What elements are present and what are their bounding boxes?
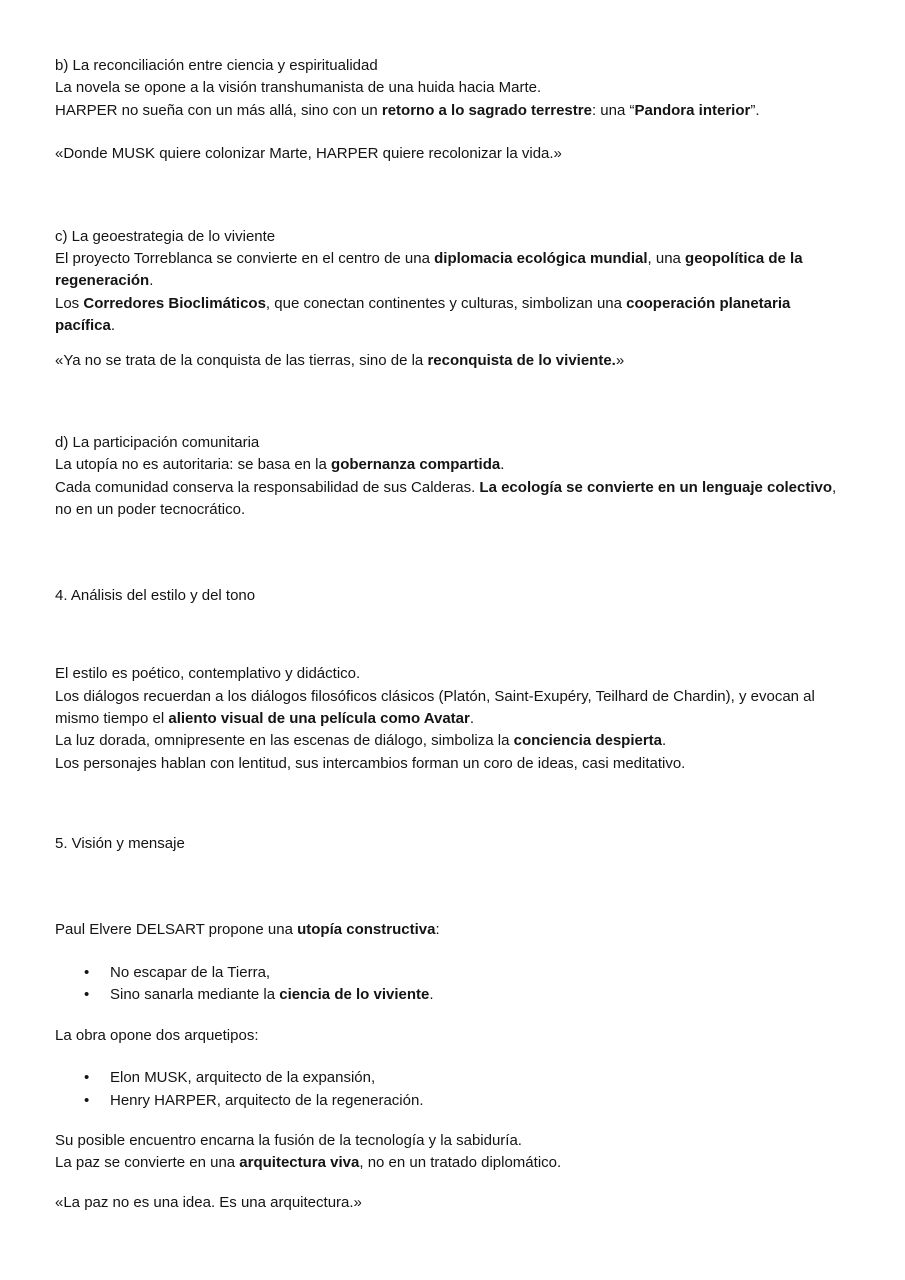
text-run-bold: pacífica bbox=[55, 317, 111, 335]
text-run: . bbox=[662, 732, 667, 750]
section-4-heading: 4. Análisis del estilo y del tono bbox=[55, 586, 256, 604]
text-run: . bbox=[429, 986, 434, 1004]
text-run: El proyecto Torreblanca se convierte en el centro de una bbox=[55, 250, 435, 268]
text-run-bold: Corredores Bioclimáticos bbox=[83, 294, 266, 312]
text-run-bold: gobernanza compartida bbox=[331, 456, 501, 474]
paragraph-line bbox=[55, 100, 855, 122]
section-5-closing bbox=[55, 1130, 855, 1175]
paragraph-line: La obra opone dos arquetipos: bbox=[55, 1026, 259, 1044]
text-run: La utopía no es autoritaria: se basa en la bbox=[55, 456, 332, 474]
paragraph-line bbox=[55, 293, 855, 315]
bullet-list-arquetipos bbox=[55, 1067, 855, 1112]
section-b-heading: b) La reconciliación entre ciencia y espiritualidad bbox=[55, 57, 378, 74]
text-run: , una bbox=[647, 250, 686, 268]
paragraph-line: Los diálogos recuerdan a los diálogos filosóficos clásicos (Platón, Saint-Exupéry, Teilhard de Chardin), y evocan al bbox=[55, 687, 815, 705]
text-run: HARPER no sueña con un más allá, sino con un bbox=[55, 101, 382, 119]
section-c bbox=[55, 226, 855, 338]
paragraph-line bbox=[55, 1152, 855, 1174]
bullet-icon: • bbox=[84, 986, 90, 1004]
text-run-bold: ciencia de lo viviente bbox=[279, 986, 430, 1004]
text-run: » bbox=[615, 351, 625, 369]
quote-la-paz: «La paz no es una idea. Es una arquitectura.» bbox=[55, 1193, 362, 1211]
text-run: Cada comunidad conserva la responsabilidad de sus Calderas. bbox=[55, 478, 480, 496]
paragraph-line: El estilo es poético, contemplativo y didáctico. bbox=[55, 665, 361, 683]
bullet-icon: • bbox=[84, 963, 90, 981]
section-d-heading: d) La participación comunitaria bbox=[55, 434, 260, 452]
text-run: . bbox=[500, 456, 505, 474]
text-run: : una “ bbox=[591, 101, 635, 119]
text-run: , que conectan continentes y culturas, simbolizan una bbox=[265, 294, 627, 312]
text-run: Elon MUSK, arquitecto de la expansión, bbox=[110, 1069, 376, 1087]
paragraph-line bbox=[55, 730, 855, 752]
list-item bbox=[55, 1090, 855, 1112]
text-run: Paul Elvere DELSART propone una bbox=[55, 920, 298, 938]
section-5-heading: 5. Visión y mensaje bbox=[55, 835, 185, 853]
quote-ya-no-se-trata bbox=[55, 350, 855, 372]
paragraph-line: no en un poder tecnocrático. bbox=[55, 501, 246, 519]
text-run-bold: Pandora interior bbox=[634, 101, 751, 119]
text-run-bold: utopía constructiva bbox=[297, 920, 436, 938]
text-run: mismo tiempo el bbox=[55, 709, 169, 727]
text-run: ”. bbox=[750, 101, 760, 119]
quote-donde-musk: «Donde MUSK quiere colonizar Marte, HARPER quiere recolonizar la vida.» bbox=[55, 145, 562, 163]
text-run: , bbox=[832, 478, 837, 496]
text-run: : bbox=[435, 920, 440, 938]
text-run: . bbox=[149, 272, 154, 290]
text-run: No escapar de la Tierra, bbox=[110, 963, 271, 981]
paragraph-line bbox=[55, 477, 855, 499]
text-run-bold: La ecología se convierte en un lenguaje colectivo bbox=[479, 478, 833, 496]
section-c-heading: c) La geoestrategia de lo viviente bbox=[55, 227, 276, 245]
paragraph-line bbox=[55, 315, 855, 337]
text-run: «Ya no se trata de la conquista de las tierras, sino de la bbox=[55, 351, 428, 369]
bullet-icon: • bbox=[84, 1091, 90, 1109]
paragraph-line bbox=[55, 454, 855, 476]
text-run-bold: conciencia despierta bbox=[513, 732, 663, 750]
text-run-bold: retorno a lo sagrado terrestre bbox=[381, 101, 592, 119]
text-run: . bbox=[469, 709, 475, 727]
text-run: Sino sanarla mediante la bbox=[110, 986, 280, 1004]
text-run-bold: diplomacia ecológica mundial bbox=[434, 250, 648, 268]
text-run-bold: geopolítica de la bbox=[685, 250, 803, 268]
text-run: Los bbox=[55, 294, 84, 312]
text-run: Henry HARPER, arquitecto de la regeneración. bbox=[110, 1091, 424, 1109]
text-run: La luz dorada, omnipresente en las escenas de diálogo, simboliza la bbox=[55, 732, 514, 750]
text-run: La paz se convierte en una bbox=[55, 1154, 240, 1172]
text-run: . bbox=[110, 317, 116, 335]
list-item bbox=[55, 962, 855, 984]
paragraph-line bbox=[55, 270, 855, 292]
bullet-icon: • bbox=[84, 1069, 90, 1087]
text-run-bold: reconquista de lo viviente. bbox=[427, 351, 616, 369]
paragraph-line bbox=[55, 919, 855, 941]
text-run-bold: regeneración bbox=[55, 272, 150, 290]
list-item bbox=[55, 984, 855, 1006]
paragraph-line bbox=[55, 248, 855, 270]
section-4-body bbox=[55, 663, 855, 775]
text-run-bold: arquitectura viva bbox=[239, 1154, 360, 1172]
section-d bbox=[55, 432, 855, 522]
paragraph-line: Su posible encuentro encarna la fusión de la tecnología y la sabiduría. bbox=[55, 1131, 522, 1149]
bullet-list-utopia bbox=[55, 962, 855, 1007]
text-run: , no en un tratado diplomático. bbox=[359, 1154, 562, 1172]
text-run-bold: aliento visual de una película como Avatar bbox=[168, 709, 470, 727]
paragraph-line: La novela se opone a la visión transhumanista de una huida hacia Marte. bbox=[55, 79, 542, 97]
text-run-bold: cooperación planetaria bbox=[626, 294, 791, 312]
list-item bbox=[55, 1067, 855, 1089]
section-b bbox=[55, 55, 855, 122]
paragraph-line bbox=[55, 708, 855, 730]
paragraph-line: Los personajes hablan con lentitud, sus intercambios forman un coro de ideas, casi meditativo. bbox=[55, 754, 686, 772]
